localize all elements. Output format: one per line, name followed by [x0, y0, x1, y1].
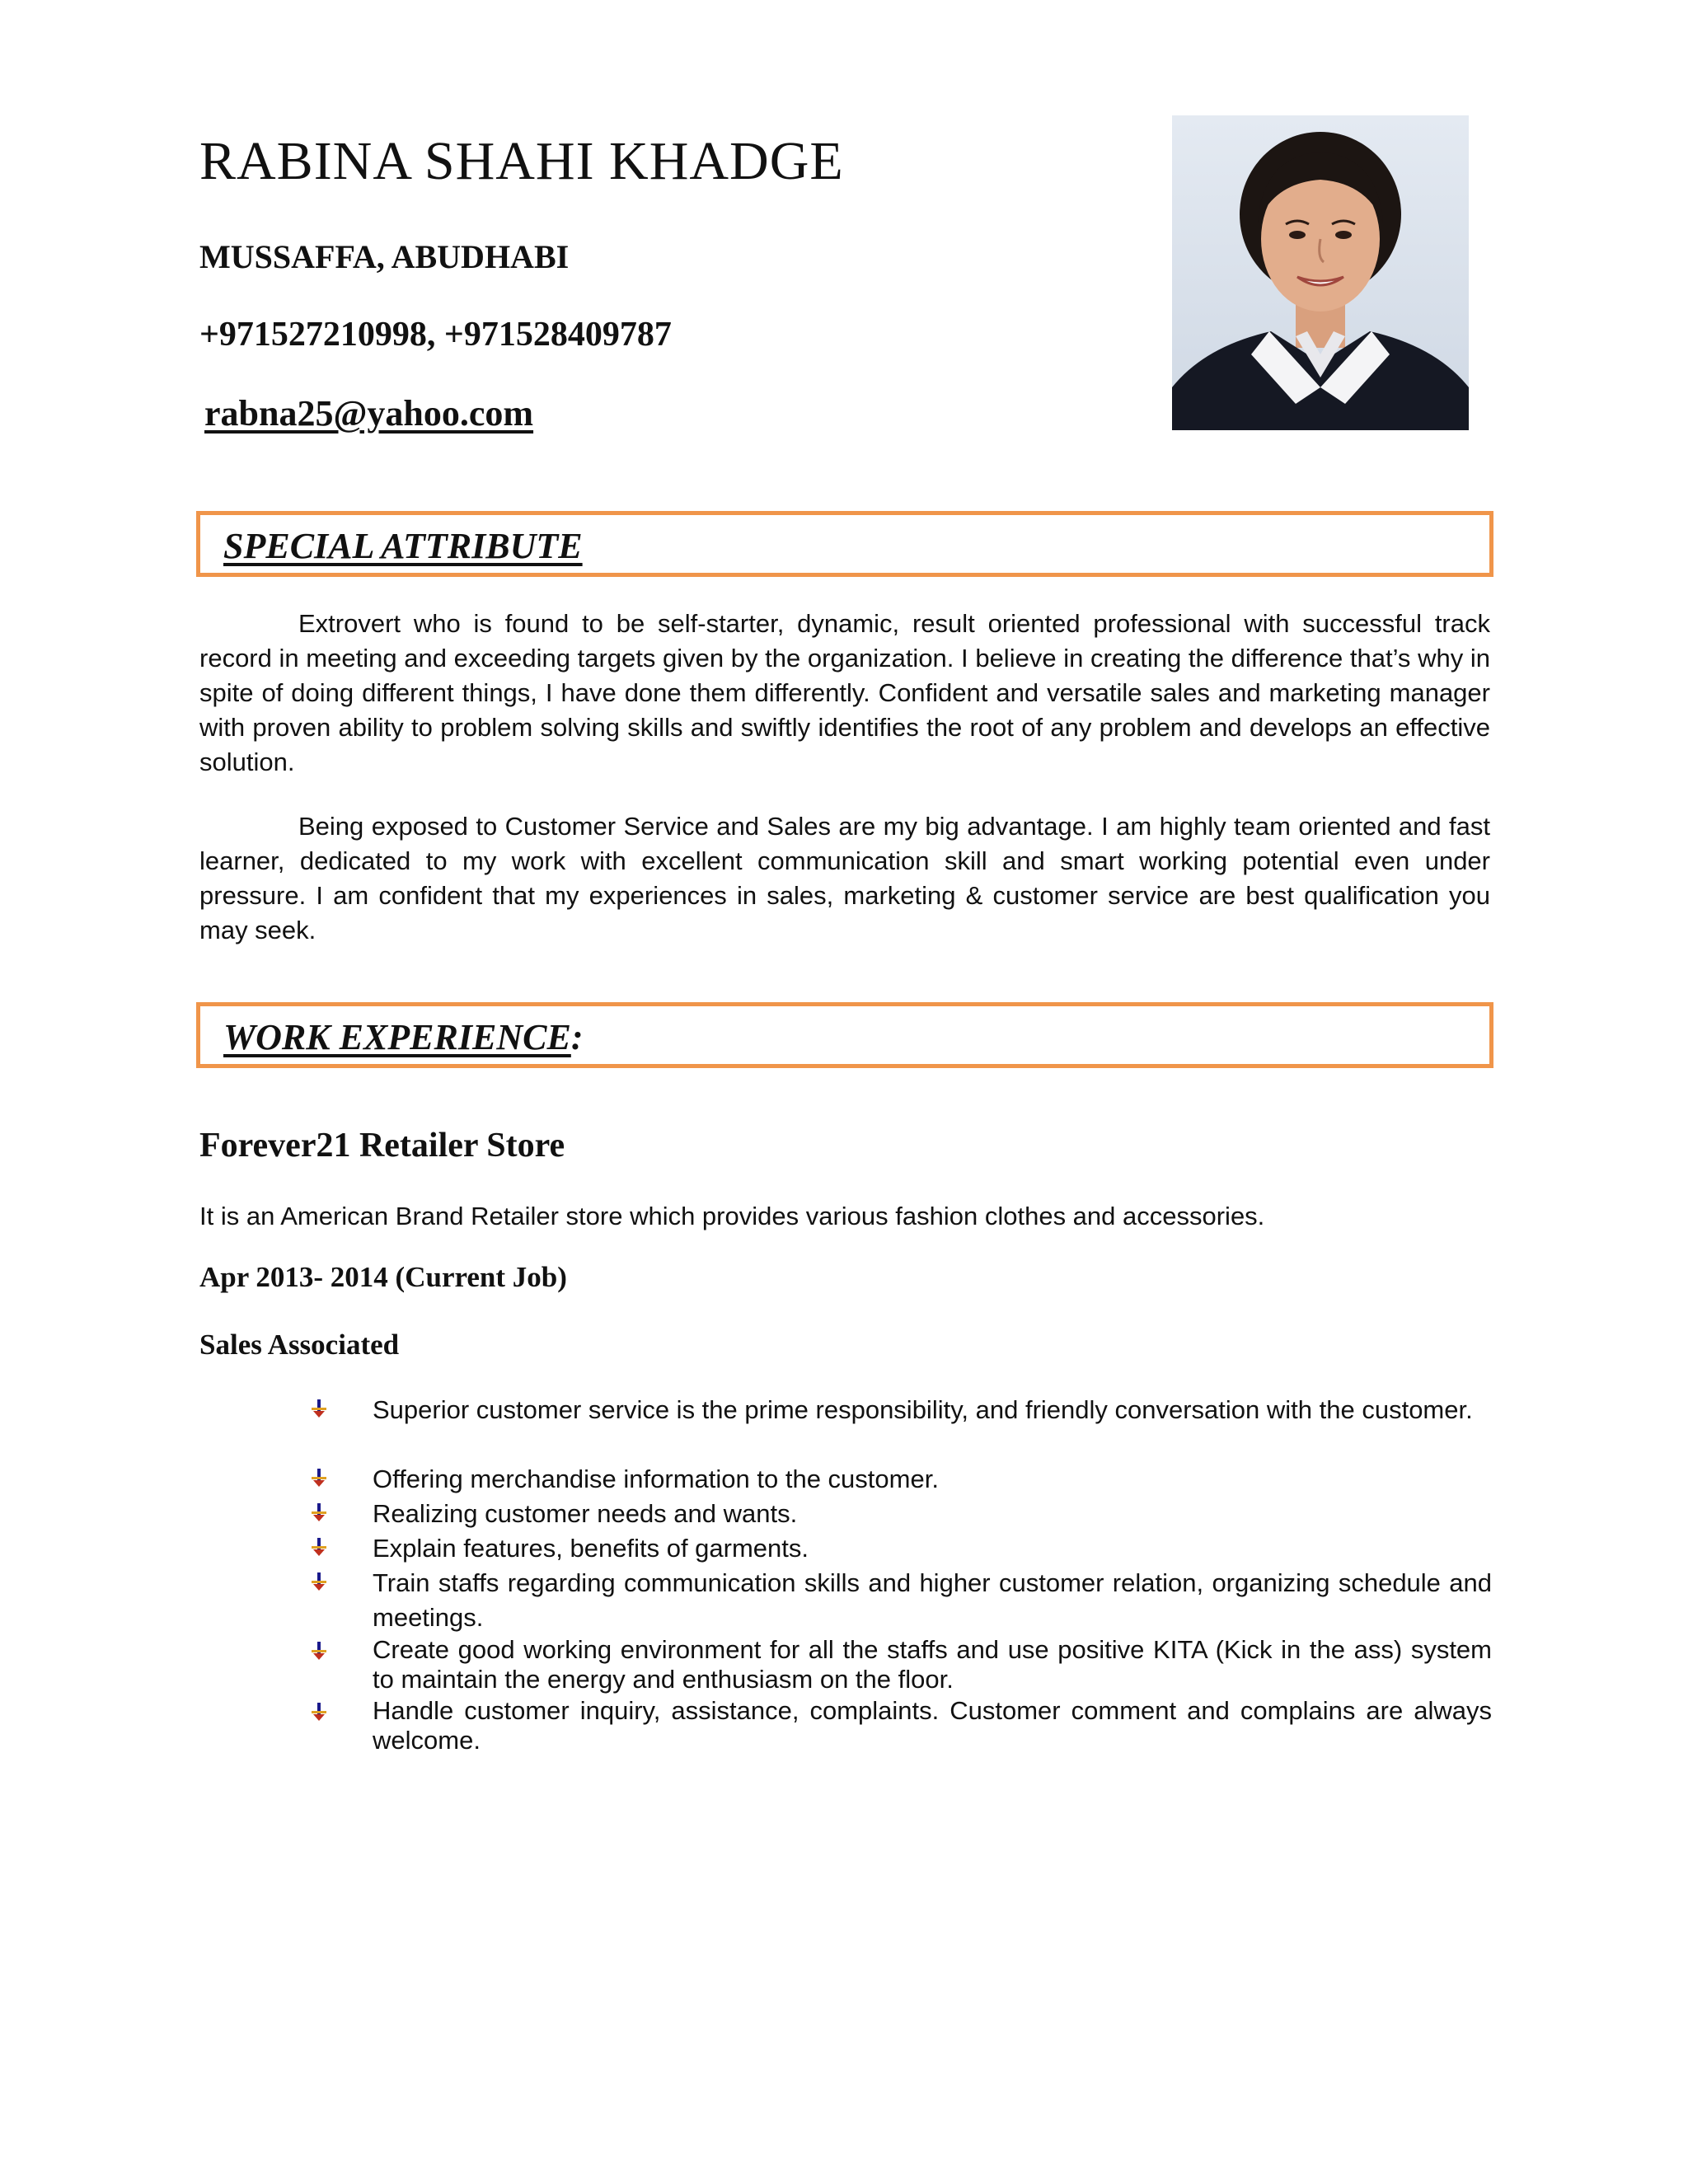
- section-title-special-attribute: SPECIAL ATTRIBUTE: [223, 526, 583, 566]
- summary-text-1: Extrovert who is found to be self-starter, dynamic, result oriented professional with successful track record in meeting and exceeding targets given by the organization. I believe in creating the difference that’s why in spite of doing different things, I have done them differently. Confident and versatile sales and marketing manager with proven ability to problem solving skills and swiftly identifies the root of any problem and develops an effective solution.: [199, 609, 1490, 776]
- arrow-down-bullet-icon: [310, 1467, 328, 1488]
- list-item-text: Offering merchandise information to the customer.: [373, 1465, 939, 1493]
- list-item-text: Realizing customer needs and wants.: [373, 1499, 798, 1528]
- section-title-work-experience: WORK EXPERIENCE: [223, 1017, 571, 1057]
- phone-numbers: +971527210998, +971528409787: [199, 316, 672, 354]
- job-role: Sales Associated: [199, 1329, 400, 1361]
- list-item-text: Superior customer service is the prime responsibility, and friendly conversation with the customer.: [373, 1395, 1473, 1424]
- list-item: [305, 1696, 1492, 1757]
- candidate-name: RABINA SHAHI KHADGE: [199, 131, 844, 191]
- email-link[interactable]: rabna25@yahoo.com: [204, 393, 534, 434]
- list-item-text: Train staffs regarding communication skills and higher customer relation, organizing schedule and meetings.: [373, 1568, 1492, 1632]
- list-item: [305, 1635, 1492, 1696]
- summary-text-2: Being exposed to Customer Service and Sales are my big advantage. I am highly team oriented and fast learner, dedicated to my work with excellent communication skill and smart working potential even under pressure. I am confident that my experiences in sales, marketing & customer service are best qualification you may seek.: [199, 812, 1490, 944]
- arrow-down-bullet-icon: [310, 1701, 328, 1722]
- section-title-work-experience-wrap: [223, 1016, 583, 1058]
- company-name: Forever21 Retailer Store: [199, 1127, 565, 1165]
- arrow-down-bullet-icon: [310, 1398, 328, 1419]
- summary-paragraph-2: [199, 809, 1490, 948]
- arrow-down-bullet-icon: [310, 1640, 328, 1661]
- employment-period: Apr 2013- 2014 (Current Job): [199, 1261, 567, 1293]
- list-item: [305, 1462, 1492, 1497]
- summary-paragraph-1: [199, 607, 1490, 780]
- arrow-down-bullet-icon: [310, 1571, 328, 1592]
- list-item-text: Explain features, benefits of garments.: [373, 1534, 809, 1563]
- special-attribute-header: [196, 511, 1493, 577]
- profile-photo: [1172, 115, 1469, 430]
- list-item: [305, 1497, 1492, 1531]
- arrow-down-bullet-icon: [310, 1536, 328, 1558]
- list-item: [305, 1566, 1492, 1635]
- list-item: [305, 1531, 1492, 1566]
- work-experience-header: [196, 1002, 1493, 1068]
- responsibilities-list: [305, 1393, 1492, 1757]
- company-description: It is an American Brand Retailer store which provides various fashion clothes and accessories.: [199, 1202, 1265, 1230]
- list-item: [305, 1393, 1492, 1462]
- list-item-text: Handle customer inquiry, assistance, complaints. Customer comment and complains are always welcome.: [373, 1696, 1492, 1755]
- address: MUSSAFFA, ABUDHABI: [199, 238, 570, 275]
- list-item-text: Create good working environment for all the staffs and use positive KITA (Kick in the ass) system to maintain the energy and enthusiasm on the floor.: [373, 1635, 1492, 1694]
- section-title-colon: :: [570, 1017, 584, 1057]
- arrow-down-bullet-icon: [310, 1502, 328, 1523]
